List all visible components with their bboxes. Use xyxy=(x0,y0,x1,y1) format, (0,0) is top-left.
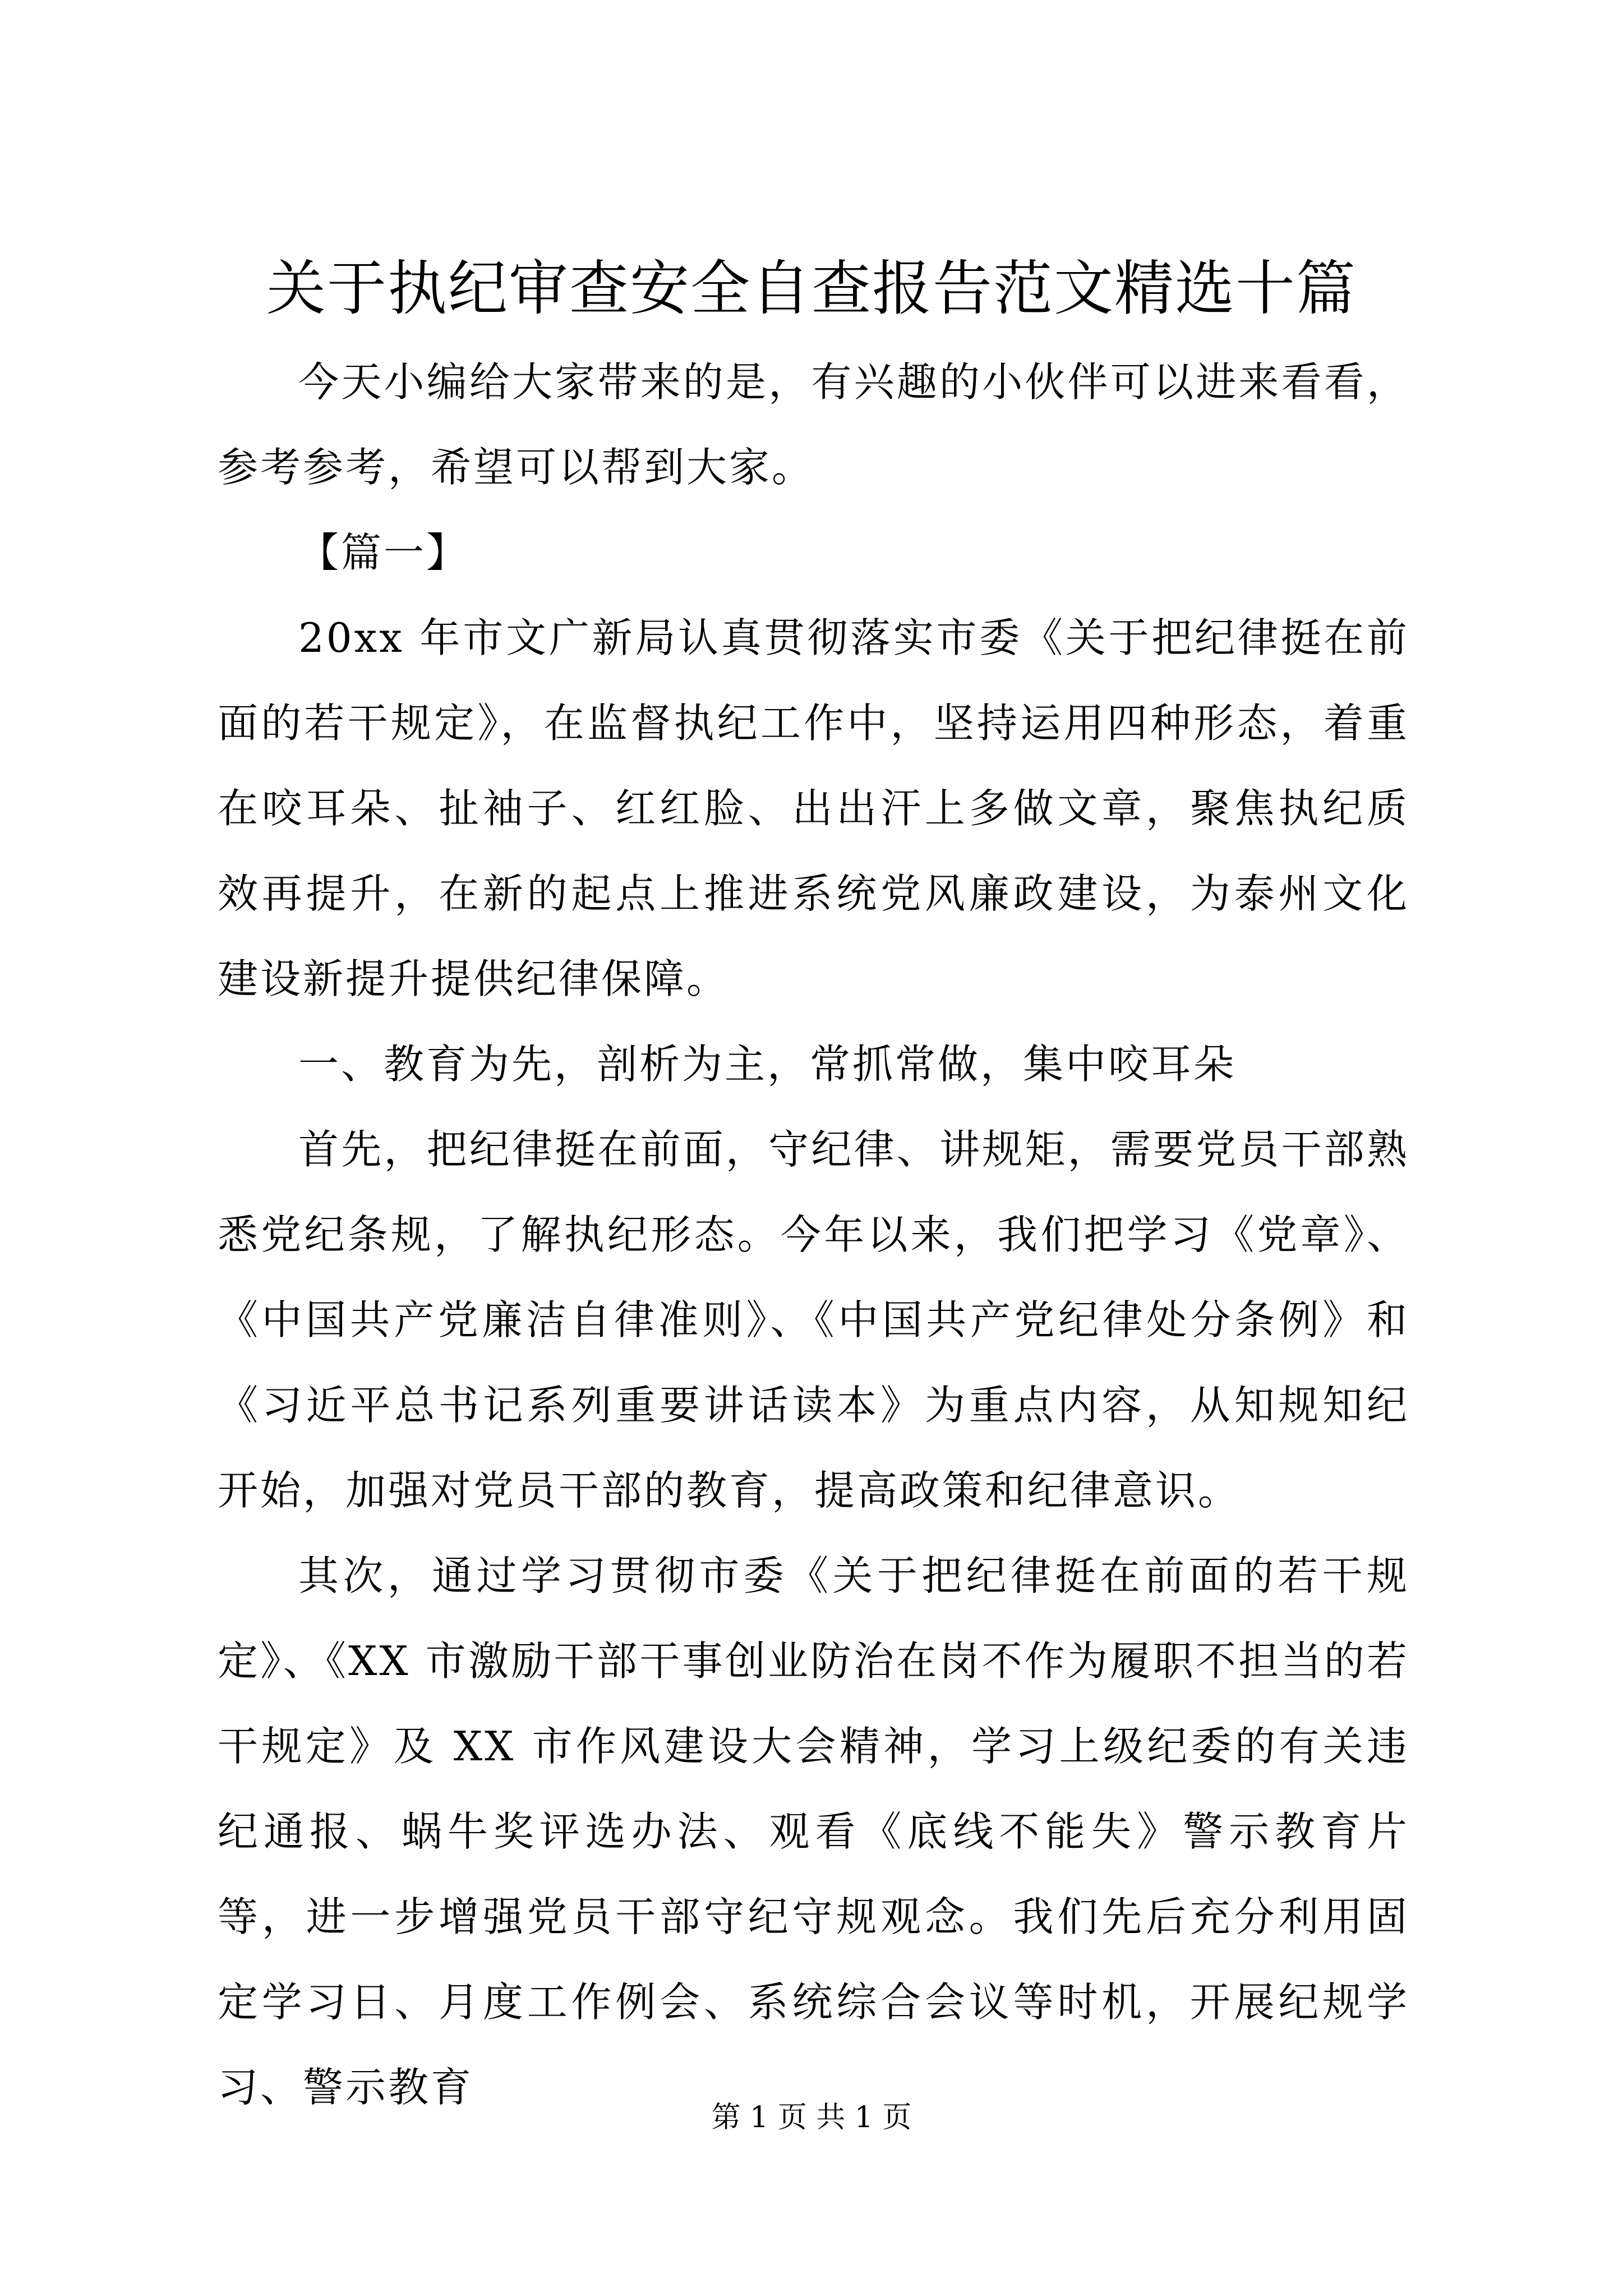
paragraph-first: 首先，把纪律挺在前面，守纪律、讲规矩，需要党员干部熟悉党纪条规，了解执纪形态。今年以来，我们把学习《党章》、《中国共产党廉洁自律准则》、《中国共产党纪律处分条例》和《习近平总书记系列重要讲话读本》为重点内容，从知规知纪开始，加强对党员干部的教育，提高政策和纪律意识。 xyxy=(218,1126,1409,1514)
paragraph-intro: 今天小编给大家带来的是，有兴趣的小伙伴可以进来看看，参考参考，希望可以帮到大家。 xyxy=(218,358,1409,491)
paragraph-overview: 20xx 年市文广新局认真贯彻落实市委《关于把纪律挺在前面的若干规定》，在监督执纪工作中，坚持运用四种形态，着重在咬耳朵、扯袖子、红红脸、出出汗上多做文章，聚焦执纪质效再提升，在新的起点上推进系统党风廉政建设，为泰州文化建设新提升提供纪律保障。 xyxy=(218,614,1409,1002)
page-footer: 第 1 页 共 1 页 xyxy=(711,2101,912,2134)
section-heading-part-one: 【篇一】 xyxy=(298,529,469,576)
document-body xyxy=(218,339,1409,2130)
paragraph-second: 其次，通过学习贯彻市委《关于把纪律挺在前面的若干规定》、《XX 市激励干部干事创业防治在岗不作为履职不担当的若干规定》及 XX 市作风建设大会精神，学习上级纪委的有关违纪通报、蜗牛奖评选办法、观看《底线不能失》警示教育片等，进一步增强党员干部守纪守规观念。我们先后充分利用固定学习日、月度工作例会、系统综合会议等时机，开展纪规学习、警示教育 xyxy=(218,1552,1409,2111)
document-title: 关于执纪审查安全自查报告范文精选十篇 xyxy=(266,254,1357,323)
section-heading-education: 一、教育为先，剖析为主，常抓常做，集中咬耳朵 xyxy=(298,1041,1237,1088)
